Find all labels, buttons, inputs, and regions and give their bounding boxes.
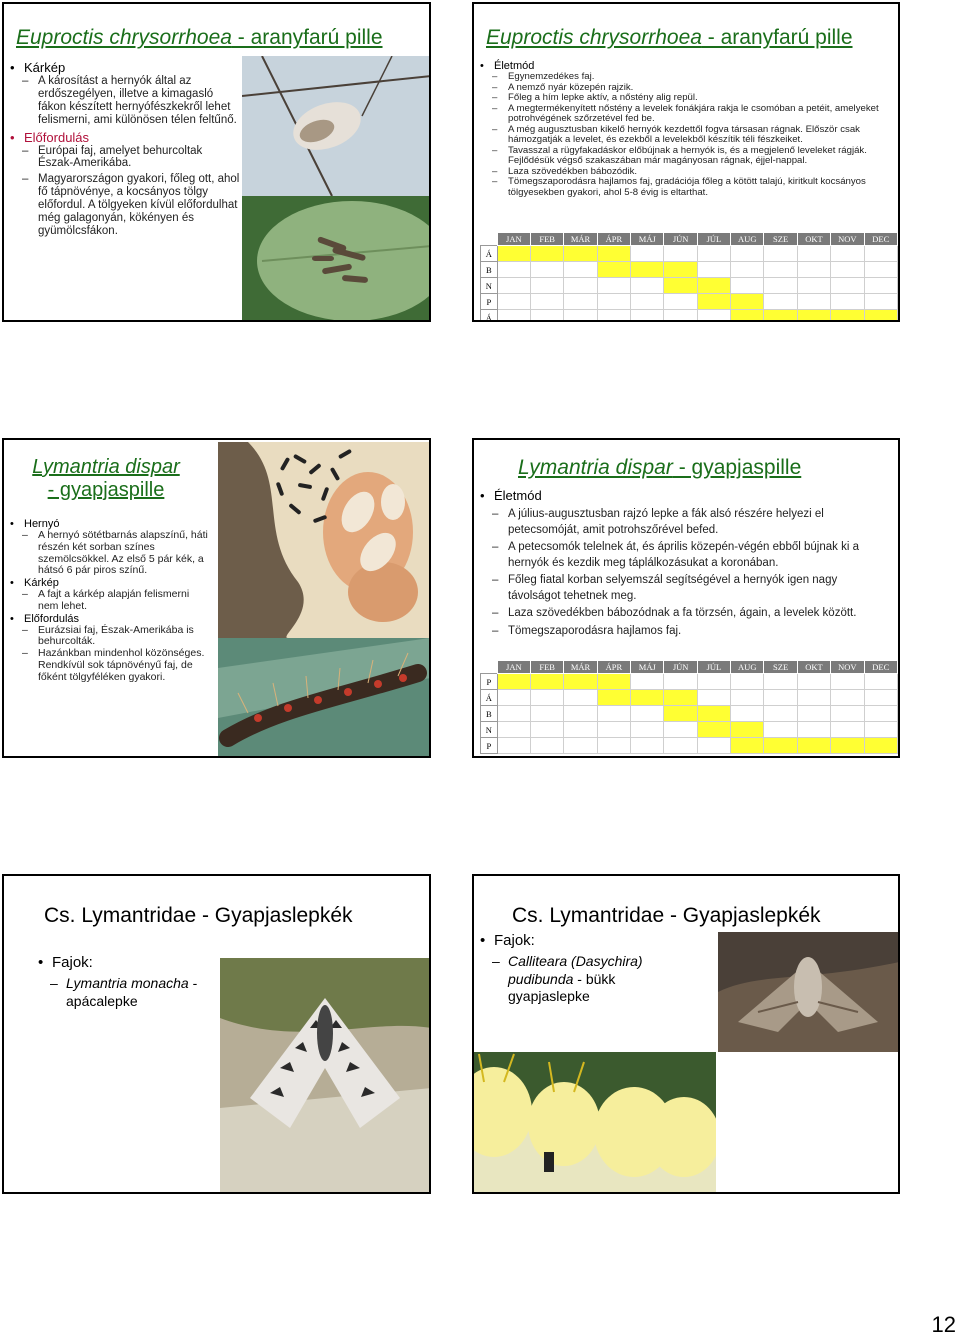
bullet-elofordulas: • Előfordulás	[8, 130, 240, 145]
table-row	[481, 310, 898, 323]
list-item: – Tömegszaporodásra hajlamos faj, gradációja főleg a kötött talajú, kiritkult kocsányos tölgyesekben gyakori, ahol 5-8 évig is eltarthat.	[478, 177, 888, 198]
list-item: – A károsítást a hernyók által az erdőszegélyen, illetve a kimagasló fákon készített hernyófészkekről lehet felismerni, ami különösen télen feltűnő.	[8, 75, 240, 127]
month-header: MÁR	[564, 233, 597, 246]
month-header: FEB	[531, 233, 564, 246]
month-header: JAN	[497, 233, 530, 246]
month-header: JÚN	[664, 233, 697, 246]
bullet-karkep: • Kárkép	[8, 60, 240, 75]
month-header: MÁJ	[631, 233, 664, 246]
bullet-fajok: • Fajok:	[478, 932, 678, 949]
slide-2	[472, 2, 900, 322]
list-item: – Európai faj, amelyet behurcoltak Észak-Amerikába.	[8, 145, 240, 171]
nest-photo	[242, 56, 431, 322]
row-label: N	[481, 722, 498, 738]
row-label: P	[481, 294, 498, 310]
slide-6	[472, 874, 900, 1194]
slide-3-title: Lymantria dispar - gyapjaspille	[32, 456, 180, 501]
list-item: – Laza szövedékben bábozódnak a fa törzsén, ágain, a levelek között.	[478, 606, 883, 622]
bullet-fajok: • Fajok:	[36, 954, 236, 971]
month-header: NOV	[831, 233, 864, 246]
month-header: JAN	[497, 661, 530, 674]
month-header: FEB	[531, 661, 564, 674]
table-row	[481, 690, 898, 706]
caterpillar-photo	[218, 638, 430, 758]
slide-5-body	[36, 954, 236, 1010]
slide-6-body	[478, 932, 678, 1006]
list-item: – Tavasszal a rügyfakadáskor előbújnak a hernyók is, és a megjelenő leveleket rágják. Fejlődésük végső szakaszában már magányosan rágnak, éjjel-nappal.	[478, 146, 888, 167]
table-row	[481, 294, 898, 310]
slide-5	[2, 874, 431, 1194]
row-label: B	[481, 706, 498, 722]
month-header: OKT	[797, 661, 830, 674]
table-row	[481, 262, 898, 278]
slide-4-title: Lymantria dispar - gyapjaspille	[518, 456, 802, 479]
bullet-hernyo: • Hernyó	[8, 518, 208, 530]
slide-5-title: Cs. Lymantridae - Gyapjaslepkék	[44, 904, 353, 927]
list-item: – Tömegszaporodásra hajlamos faj.	[478, 624, 883, 640]
slide-3	[2, 438, 431, 758]
page-number: 12	[931, 1312, 956, 1337]
list-item: – Calliteara (Dasychira) pudibunda - bükk gyapjaslepke	[478, 953, 678, 1006]
row-label: Á	[481, 246, 498, 262]
list-item: – A július-augusztusban rajzó lepke a fák alsó részére helyezi el petecsomóját, amit potrohszőrével befed.	[478, 507, 883, 538]
list-item: – Lymantria monacha - apácalepke	[36, 975, 236, 1010]
row-label: B	[481, 262, 498, 278]
month-header: SZE	[764, 661, 797, 674]
list-item: – Egynemzedékes faj.	[478, 72, 888, 83]
month-header: JÚL	[697, 661, 730, 674]
list-item: – Hazánkban mindenhol közönséges. Rendkívül sok tápnövényű faj, de főként tölgyféléken gyakori.	[8, 648, 208, 683]
table-row	[481, 674, 898, 690]
month-header: MÁJ	[631, 661, 664, 674]
list-item: – A fajt a kárkép alapján felismerni nem lehet.	[8, 589, 208, 613]
slide-1-title: Euproctis chrysorrhoea - aranyfarú pille	[16, 26, 383, 49]
slide-6-title: Cs. Lymantridae - Gyapjaslepkék	[512, 904, 821, 927]
month-header: DEC	[864, 233, 897, 246]
list-item: – Főleg a hím lepke aktív, a nőstény alig repül.	[478, 93, 888, 104]
egg-mass-photo	[218, 442, 430, 638]
phenology-calendar	[480, 232, 898, 322]
moth-photo	[718, 932, 899, 1052]
month-header: JÚL	[697, 233, 730, 246]
slide-4	[472, 438, 900, 758]
list-item: – A nemző nyár közepén rajzik.	[478, 83, 888, 94]
list-item: – A hernyó sötétbarnás alapszínű, háti részén két sorban színes szemölcsökkel. Az első 5 pár kék, a hátsó 6 pár piros színű.	[8, 530, 208, 577]
bullet-eletmod: • Életmód	[478, 60, 888, 72]
list-item: – A még augusztusban kikelő hernyók kezdettől fogva társasan rágnak. Először csak hámozgatják a levelet, és ezekből a levelekből készítik téli fészkeiket.	[478, 125, 888, 146]
slide-4-body	[478, 488, 883, 639]
row-label: N	[481, 278, 498, 294]
month-header: OKT	[797, 233, 830, 246]
month-header: AUG	[731, 233, 764, 246]
month-header: MÁR	[564, 661, 597, 674]
month-header: ÁPR	[597, 233, 630, 246]
month-header: AUG	[731, 661, 764, 674]
slide-3-body	[8, 518, 208, 683]
slide-1	[2, 2, 431, 322]
list-item: – A petecsomók telelnek át, és április közepén-végén ebből bújnak ki a hernyók és kezdik meg táplálkozásukat a koronában.	[478, 540, 883, 571]
month-header: SZE	[764, 233, 797, 246]
table-row	[481, 246, 898, 262]
table-row	[481, 722, 898, 738]
row-label: Á	[481, 690, 498, 706]
slide-1-body	[8, 60, 240, 238]
month-header: DEC	[864, 661, 897, 674]
bullet-karkep: • Kárkép	[8, 577, 208, 589]
month-header: ÁPR	[597, 661, 630, 674]
month-header: NOV	[831, 661, 864, 674]
phenology-calendar	[480, 660, 898, 754]
list-item: – A megtermékenyített nőstény a levelek fonákjára rakja le csomóban a petéit, amelyeket potrohvégének szőrzetével fed be.	[478, 104, 888, 125]
list-item: – Magyarországon gyakori, főleg ott, ahol fő tápnövénye, a kocsányos tölgy előfordul. A tölgyeken kívül előfordulhat még galagonyán, kökényen és gyümölcsfákon.	[8, 173, 240, 237]
list-item: – Főleg fiatal korban selyemszál segítségével a hernyók igen nagy távolságot tehetnek meg.	[478, 573, 883, 604]
row-label: P	[481, 674, 498, 690]
list-item: – Laza szövedékben bábozódik.	[478, 167, 888, 178]
table-row	[481, 706, 898, 722]
month-header: JÚN	[664, 661, 697, 674]
table-row	[481, 738, 898, 754]
caterpillar-photo	[472, 1052, 716, 1194]
row-label: P	[481, 738, 498, 754]
row-label: Á	[481, 310, 498, 323]
table-row	[481, 278, 898, 294]
bullet-elofordulas: • Előfordulás	[8, 613, 208, 625]
slide-2-body	[478, 60, 888, 199]
list-item: – Eurázsiai faj, Észak-Amerikába is behurcolták.	[8, 625, 208, 649]
moth-photo	[220, 958, 431, 1194]
slide-2-title: Euproctis chrysorrhoea - aranyfarú pille	[486, 26, 853, 49]
bullet-eletmod: • Életmód	[478, 488, 883, 503]
